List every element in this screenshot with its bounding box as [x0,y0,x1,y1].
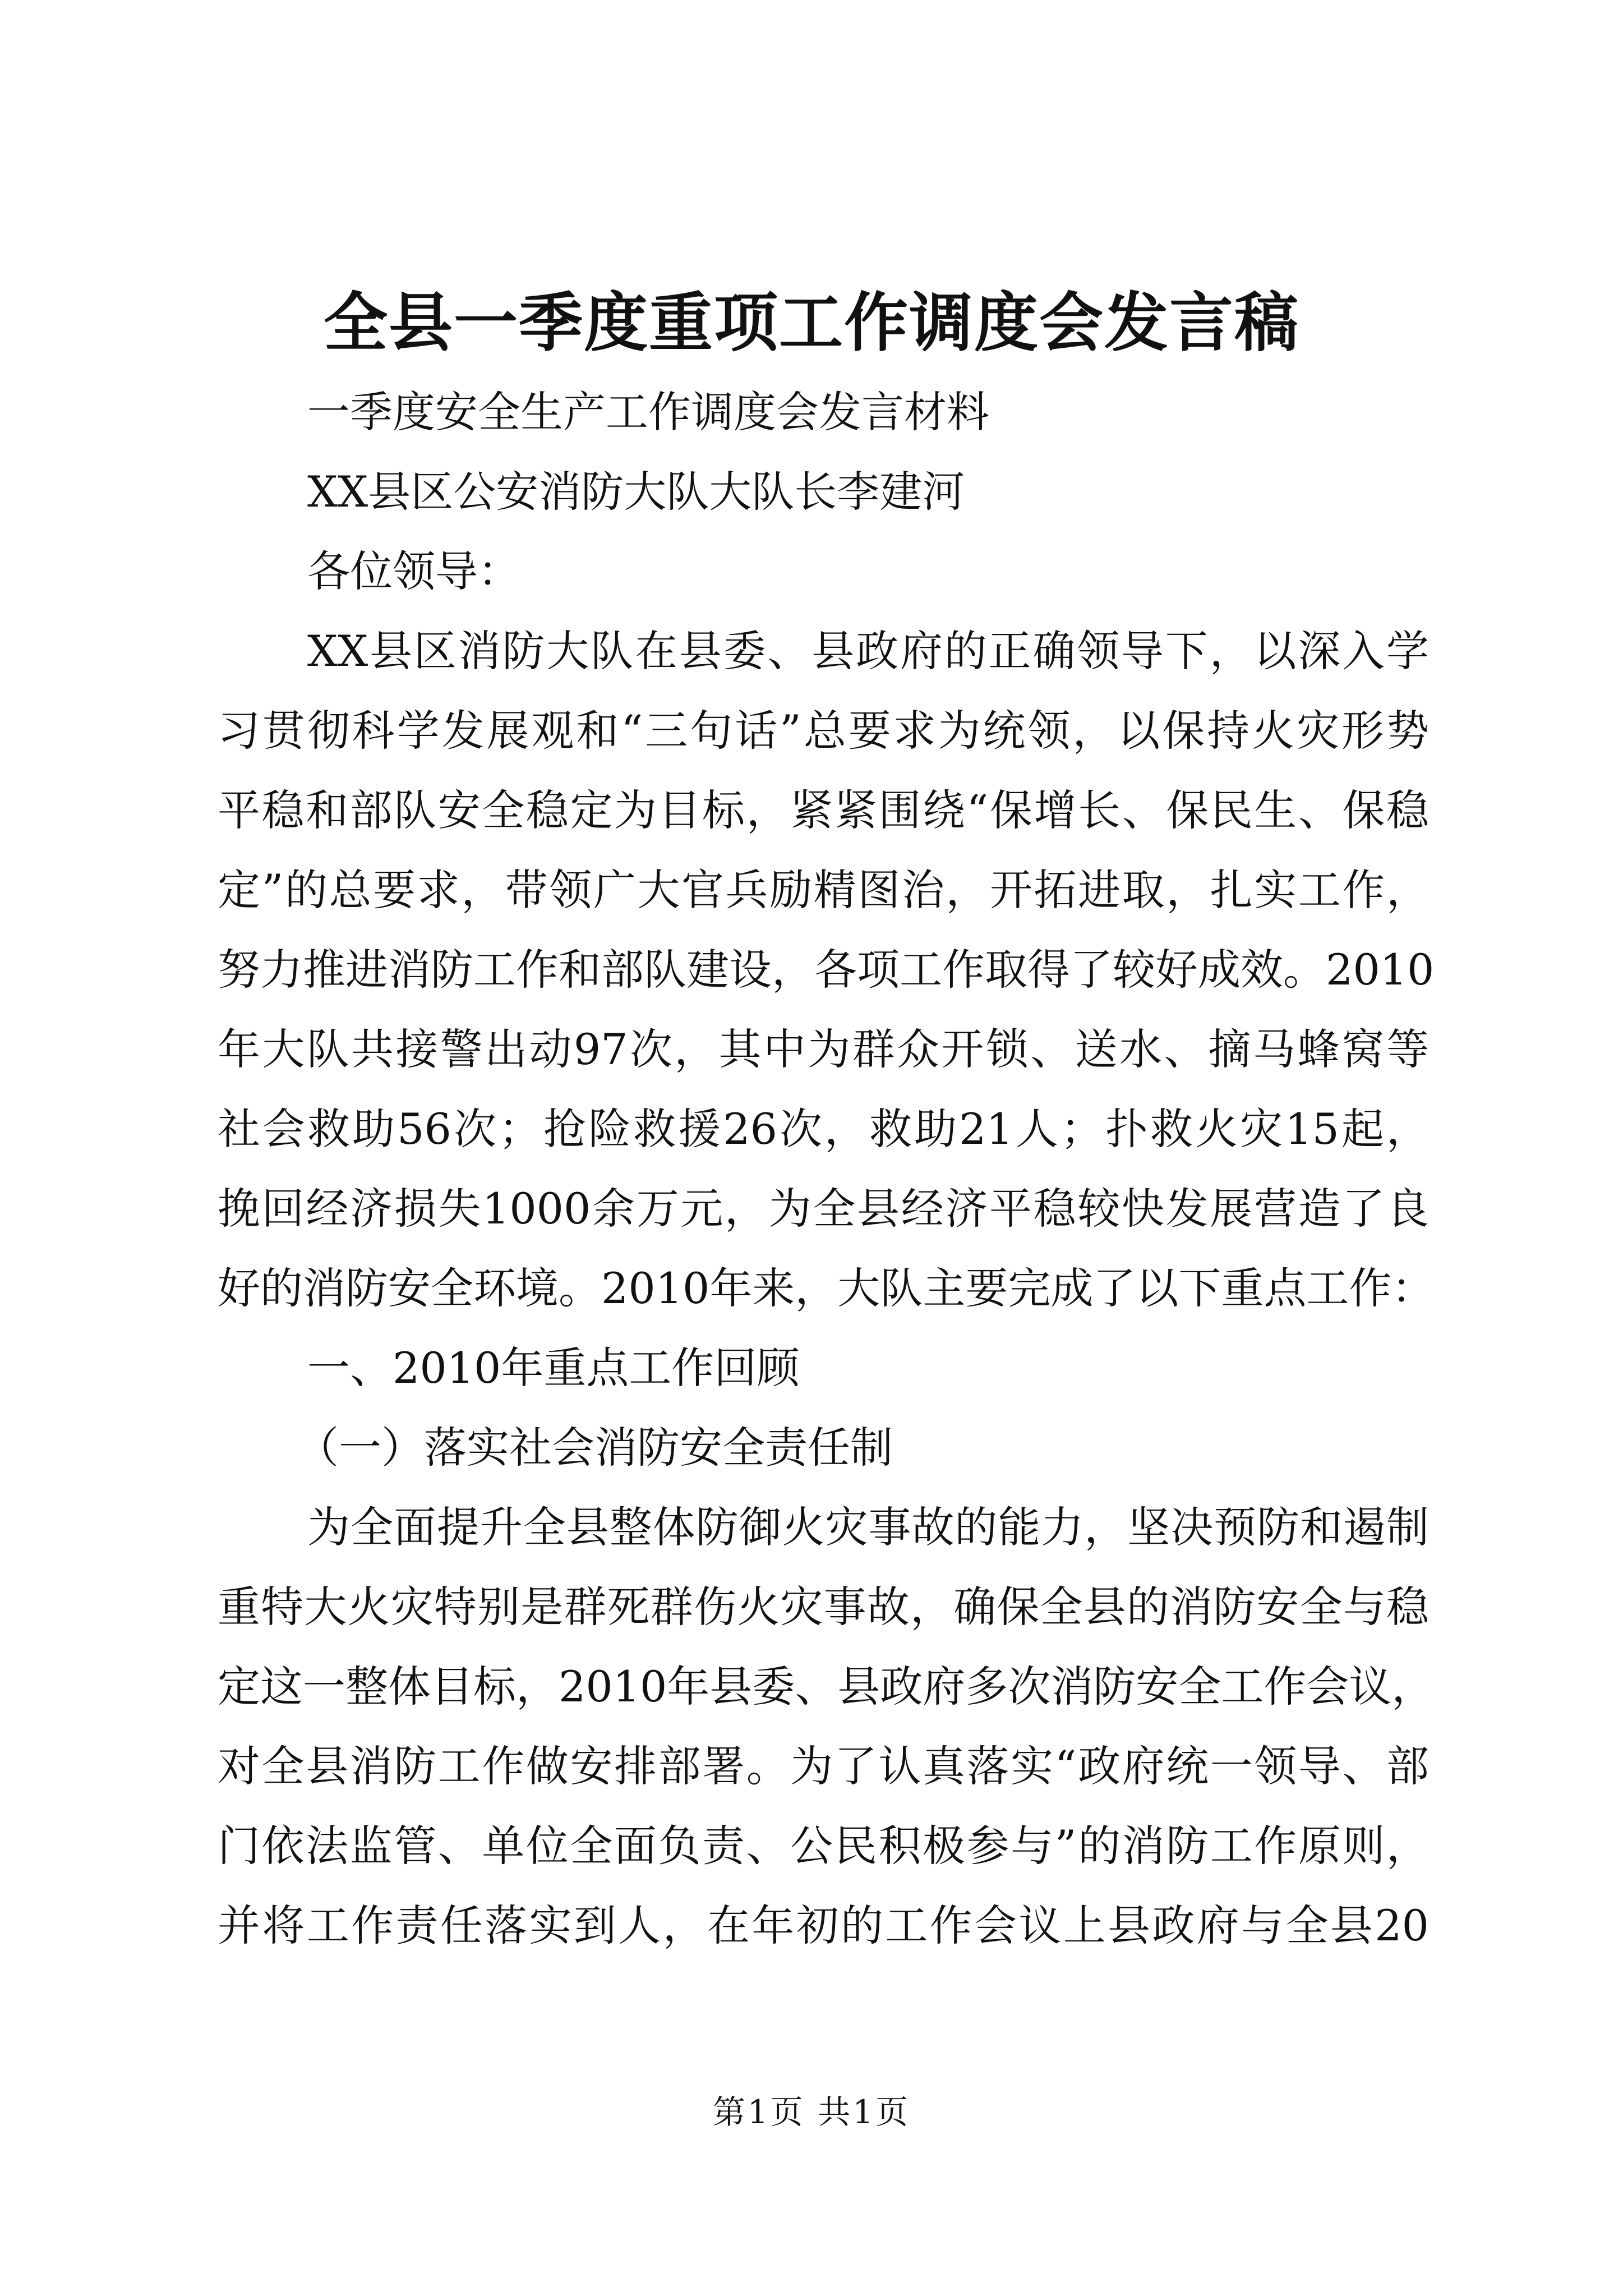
paragraph-line: 好的消防安全环境。2010年来，大队主要完成了以下重点工作： [218,1263,1435,1313]
paragraph-line: 对全县消防工作做安排部署。为了认真落实“政府统一领导、部 [218,1741,1429,1791]
paragraph-line: 门依法监管、单位全面负责、公民积极参与”的消防工作原则， [218,1821,1429,1871]
paragraph-line: 并将工作责任落实到人，在年初的工作会议上县政府与全县20 [218,1901,1429,1950]
paragraph-line: 努力推进消防工作和部队建设，各项工作取得了较好成效。2010 [218,945,1435,995]
paragraph-line: XX县区消防大队在县委、县政府的正确领导下，以深入学 [307,626,1429,676]
author-line: XX县区公安消防大队大队长李建河 [307,467,965,517]
paragraph-line: 习贯彻科学发展观和“三句话”总要求为统领，以保持火灾形势 [218,706,1429,756]
document-title: 全县一季度重项工作调度会发言稿 [323,285,1299,360]
paragraph-line: 年大队共接警出动97次，其中为群众开锁、送水、摘马蜂窝等 [218,1024,1429,1074]
page-number-footer: 第1页 共1页 [712,2093,911,2131]
section-heading: 一、2010年重点工作回顾 [307,1343,800,1393]
salutation-line: 各位领导： [307,546,520,596]
paragraph-line: 重特大火灾特别是群死群伤火灾事故，确保全县的消防安全与稳 [218,1582,1429,1632]
paragraph-line: 挽回经济损失1000余万元，为全县经济平稳较快发展营造了良 [218,1184,1429,1234]
paragraph-line: 定这一整体目标，2010年县委、县政府多次消防安全工作会议， [218,1662,1435,1711]
subsection-heading: （一）落实社会消防安全责任制 [296,1423,893,1473]
paragraph-line: 定”的总要求，带领广大官兵励精图治，开拓进取，扎实工作， [218,865,1429,915]
subtitle-line: 一季度安全生产工作调度会发言材料 [307,387,989,437]
paragraph-line: 社会救助56次；抢险救援26次，救助21人；扑救火灾15起， [218,1104,1429,1154]
paragraph-line: 平稳和部队安全稳定为目标，紧紧围绕“保增长、保民生、保稳 [218,785,1429,835]
paragraph-line: 为全面提升全县整体防御火灾事故的能力，坚决预防和遏制 [307,1502,1429,1552]
